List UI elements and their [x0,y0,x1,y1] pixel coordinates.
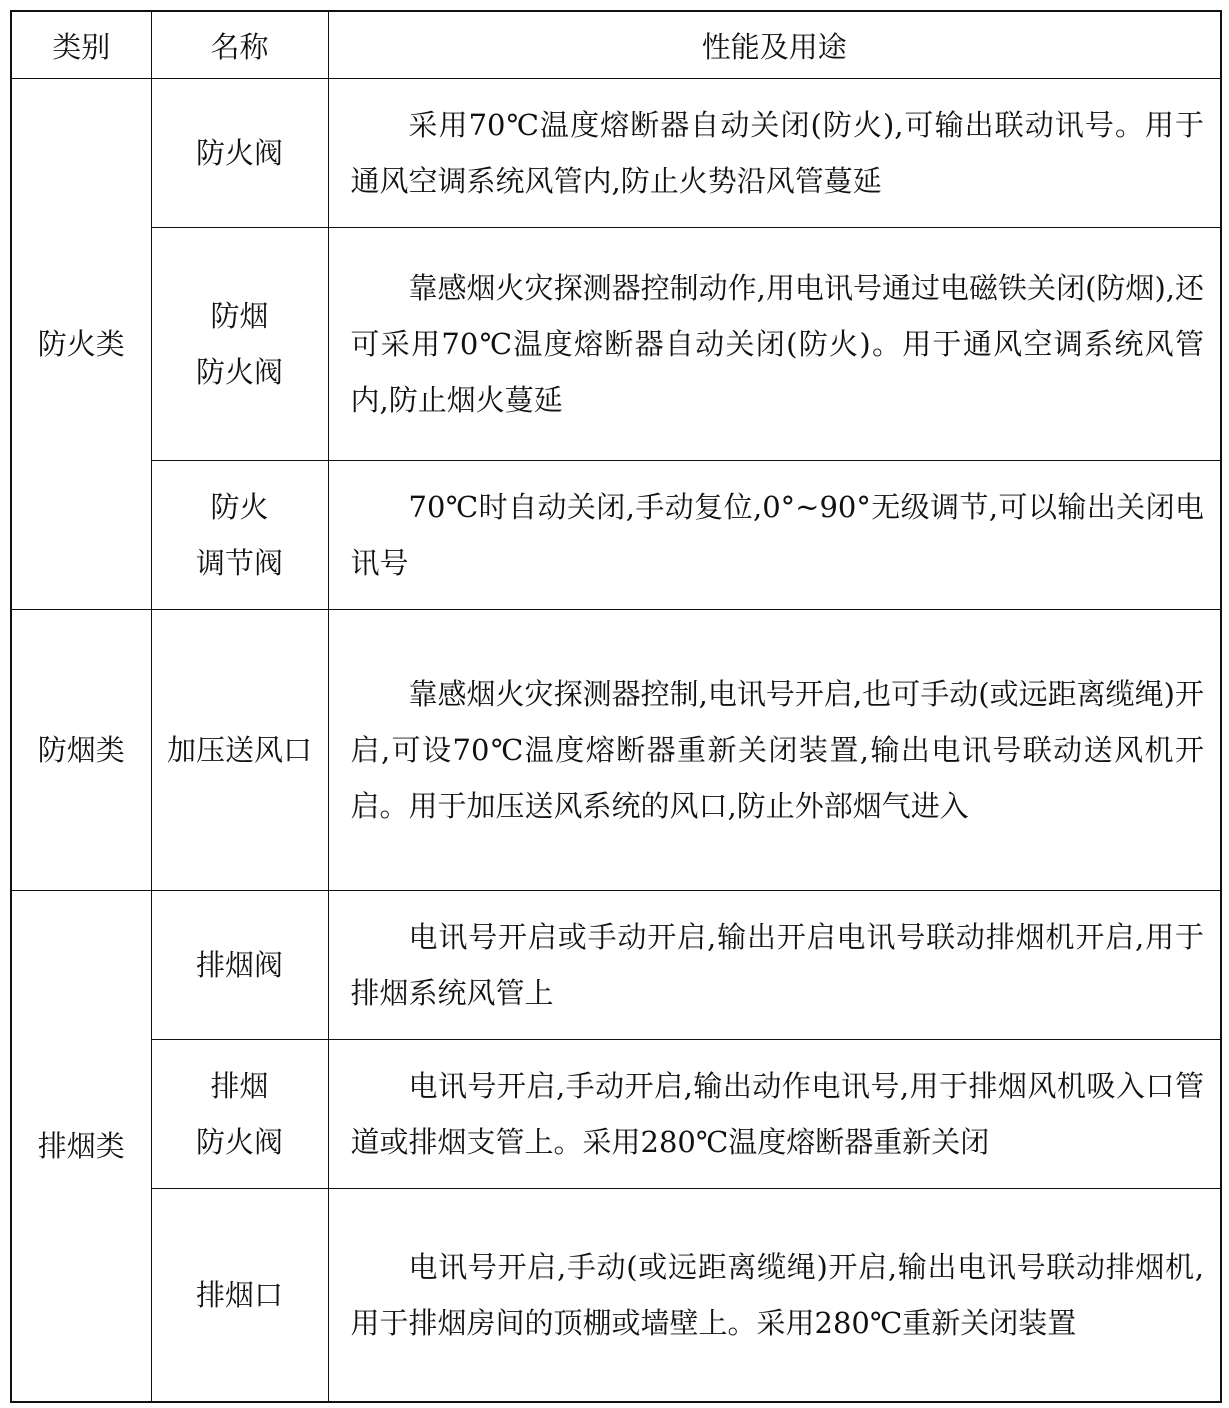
table-row [11,1189,1221,1403]
valve-table-container [10,10,1220,1403]
table-row [11,79,1221,228]
name-cell [151,610,328,891]
name-cell [151,79,328,228]
name-cell [151,461,328,610]
name-line: 防烟 [210,299,269,333]
description-cell: 靠感烟火灾探测器控制,电讯号开启,也可手动(或远距离缆绳)开启,可设70℃温度熔断器重新关闭装置,输出电讯号联动送风机开启。用于加压送风系统的风口,防止外部烟气进入 [328,610,1221,891]
name-line: 调节阀 [195,546,283,580]
name-line: 排烟阀 [195,948,283,982]
name-line: 防火阀 [195,1125,283,1159]
table-row [11,1040,1221,1189]
name-line: 排烟口 [195,1278,283,1312]
name-cell [151,228,328,461]
header-row [11,11,1221,79]
table-header [11,11,1221,79]
description-cell: 电讯号开启,手动开启,输出动作电讯号,用于排烟风机吸入口管道或排烟支管上。采用280℃温度熔断器重新关闭 [328,1040,1221,1189]
table-row [11,891,1221,1040]
table-row [11,228,1221,461]
description-cell: 70℃时自动关闭,手动复位,0°~90°无级调节,可以输出关闭电讯号 [328,461,1221,610]
table-row [11,461,1221,610]
table-body [11,79,1221,1403]
name-line: 加压送风口 [166,733,312,767]
valve-table [10,10,1222,1403]
table-row [11,610,1221,891]
name-line: 防火阀 [195,136,283,170]
category-cell: 防烟类 [11,610,151,891]
category-cell: 排烟类 [11,891,151,1403]
description-cell: 电讯号开启,手动(或远距离缆绳)开启,输出电讯号联动排烟机,用于排烟房间的顶棚或墙壁上。采用280℃重新关闭装置 [328,1189,1221,1403]
name-line: 排烟 [210,1069,269,1103]
description-cell: 电讯号开启或手动开启,输出开启电讯号联动排烟机开启,用于排烟系统风管上 [328,891,1221,1040]
header-category: 类别 [11,11,151,79]
description-cell: 采用70℃温度熔断器自动关闭(防火),可输出联动讯号。用于通风空调系统风管内,防止火势沿风管蔓延 [328,79,1221,228]
header-description: 性能及用途 [328,11,1221,79]
name-line: 防火 [210,490,269,524]
name-cell [151,1040,328,1189]
header-name: 名称 [151,11,328,79]
description-cell: 靠感烟火灾探测器控制动作,用电讯号通过电磁铁关闭(防烟),还可采用70℃温度熔断器自动关闭(防火)。用于通风空调系统风管内,防止烟火蔓延 [328,228,1221,461]
name-cell [151,891,328,1040]
name-cell [151,1189,328,1403]
category-cell: 防火类 [11,79,151,610]
name-line: 防火阀 [195,355,283,389]
